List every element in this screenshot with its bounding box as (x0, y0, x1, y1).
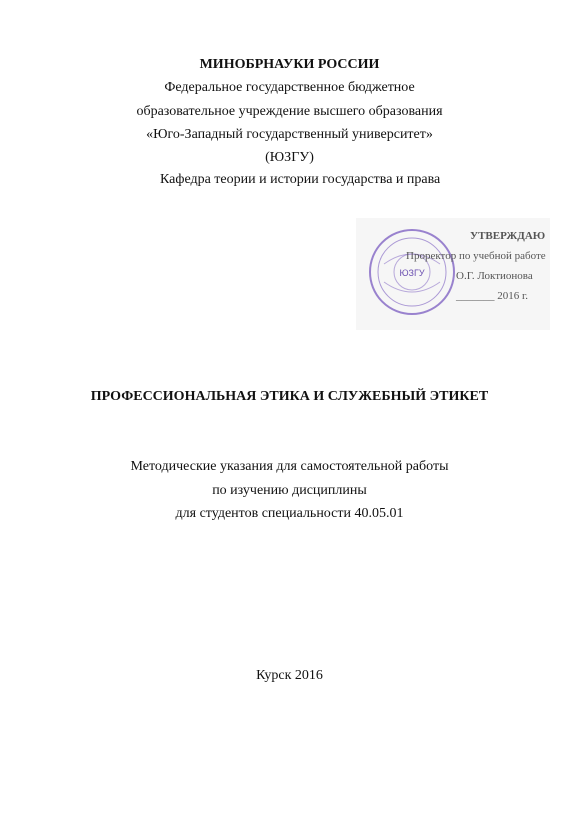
institution-line-3: «Юго-Западный государственный университет» (146, 127, 433, 142)
approval-date: _______ 2016 г. (456, 290, 529, 302)
department-line: Кафедра теории и истории государства и права (160, 172, 441, 187)
institution-line-1: Федеральное государственное бюджетное (164, 80, 415, 95)
approve-label: УТВЕРЖДАЮ (470, 230, 546, 242)
description-line-2: по изучению дисциплины (212, 483, 367, 498)
ministry-heading: МИНОБРНАУКИ РОССИИ (199, 57, 380, 72)
document-title: ПРОФЕССИОНАЛЬНАЯ ЭТИКА И СЛУЖЕБНЫЙ ЭТИКЕТ (90, 389, 489, 404)
place-year: Курск 2016 (256, 668, 323, 683)
institution-abbr: (ЮЗГУ) (265, 150, 314, 165)
approver-name: О.Г. Локтионова (456, 270, 533, 282)
description-line-1: Методические указания для самостоятельной работы (130, 459, 449, 474)
approval-stamp (356, 218, 550, 330)
approver-position: Проректор по учебной работе (406, 250, 546, 262)
description-line-3: для студентов специальности 40.05.01 (175, 506, 404, 521)
institution-line-2: образовательное учреждение высшего образования (136, 104, 443, 119)
seal-text: ЮЗГУ (399, 268, 425, 278)
seal-icon (364, 224, 460, 320)
